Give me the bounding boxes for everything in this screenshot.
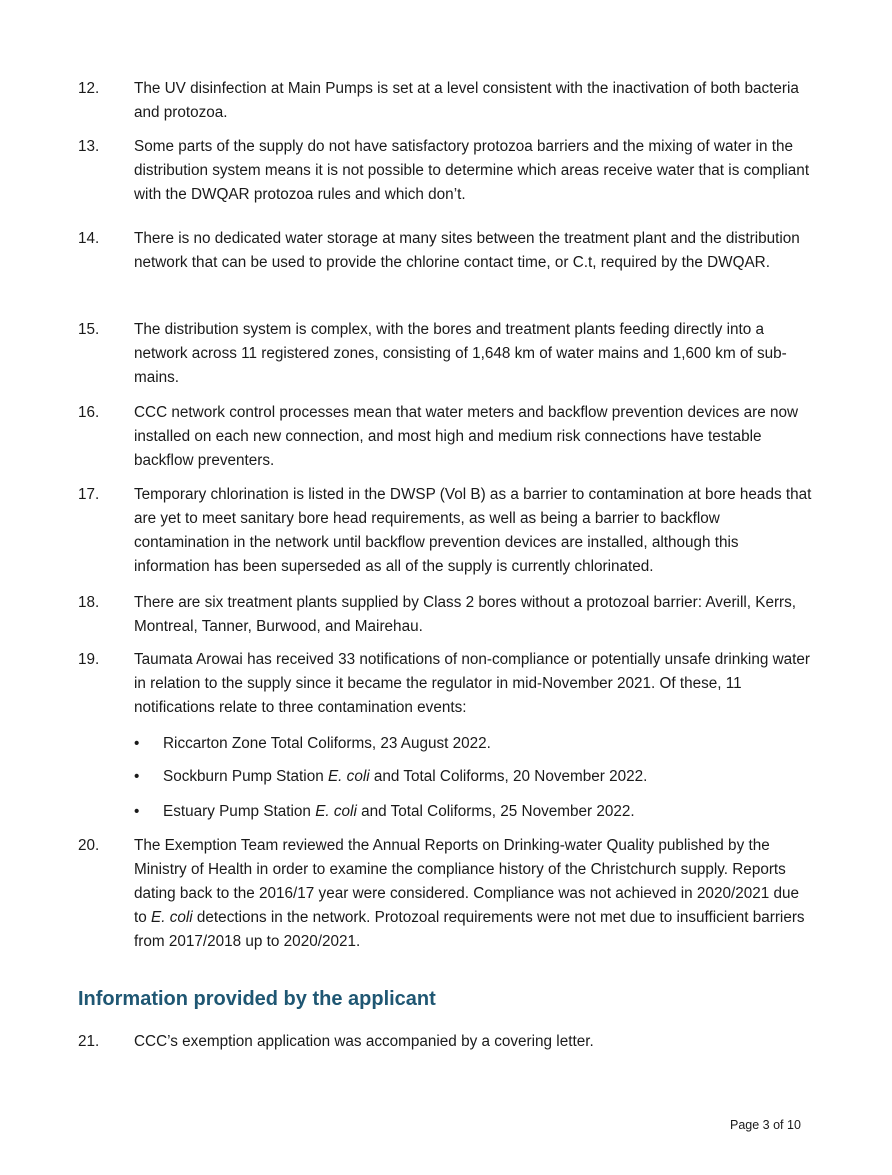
paragraph-text: Some parts of the supply do not have satisfactory protozoa barriers and the mixing of water in the distribution system means it is not possible to determine which areas receive water that is compliant with the DWQAR protozoa rules and which don’t. bbox=[134, 138, 810, 203]
paragraph-number: 12. bbox=[78, 80, 100, 97]
list-item bbox=[134, 800, 814, 824]
section-heading: Information provided by the applicant bbox=[78, 988, 436, 1010]
paragraph-number: 21. bbox=[78, 1033, 100, 1050]
list-item bbox=[134, 732, 814, 756]
paragraph-20 bbox=[78, 834, 813, 954]
list-item-text: Estuary Pump Station E. coli and Total Coliforms, 25 November 2022. bbox=[163, 803, 635, 820]
paragraph-text: Temporary chlorination is listed in the DWSP (Vol B) as a barrier to contamination at bore heads that are yet to meet sanitary bore head requirements, as well as being a barrier to backflow contamination in the network until backflow prevention devices are installed, although this information has been superseded as all of the supply is currently chlorinated. bbox=[134, 486, 812, 575]
bullet-icon: • bbox=[134, 768, 140, 785]
paragraph-number: 19. bbox=[78, 651, 100, 668]
paragraph-number: 18. bbox=[78, 594, 100, 611]
paragraph-15 bbox=[78, 318, 813, 390]
paragraph-number: 14. bbox=[78, 230, 100, 247]
paragraph-text: There are six treatment plants supplied by Class 2 bores without a protozoal barrier: Averill, Kerrs, Montreal, Tanner, Burwood, and Mairehau. bbox=[134, 594, 797, 635]
paragraph-12 bbox=[78, 77, 813, 125]
paragraph-number: 17. bbox=[78, 486, 100, 503]
list-item-text: Sockburn Pump Station E. coli and Total Coliforms, 20 November 2022. bbox=[163, 768, 648, 785]
paragraph-number: 13. bbox=[78, 138, 100, 155]
paragraph-text: Taumata Arowai has received 33 notifications of non-compliance or potentially unsafe drinking water in relation to the supply since it became the regulator in mid-November 2021. Of these, 11 notifications relate to three contamination events: bbox=[134, 651, 810, 716]
paragraph-number: 20. bbox=[78, 837, 100, 854]
paragraph-text: The Exemption Team reviewed the Annual Reports on Drinking-water Quality published by the Ministry of Health in order to examine the compliance history of the Christchurch supply. Reports dating back to the 2016/17 year were considered. Compliance was not achieved in 2020/2021 due to E. coli detections in the network. Protozoal requirements were not met due to insufficient barriers from 2017/2018 up to 2020/2021. bbox=[134, 837, 805, 950]
paragraph-13 bbox=[78, 135, 813, 207]
bullet-icon: • bbox=[134, 735, 140, 752]
paragraph-text: There is no dedicated water storage at many sites between the treatment plant and the distribution network that can be used to provide the chlorine contact time, or C.t, required by the DWQAR. bbox=[134, 230, 800, 271]
paragraph-number: 15. bbox=[78, 321, 100, 338]
list-item-text: Riccarton Zone Total Coliforms, 23 August 2022. bbox=[163, 735, 491, 752]
paragraph-text: The distribution system is complex, with the bores and treatment plants feeding directly into a network across 11 registered zones, consisting of 1,648 km of water mains and 1,600 km of sub-mains. bbox=[134, 321, 787, 386]
paragraph-19 bbox=[78, 648, 813, 720]
paragraph-21 bbox=[78, 1030, 813, 1054]
paragraph-17 bbox=[78, 483, 813, 579]
paragraph-14 bbox=[78, 227, 813, 275]
paragraph-18 bbox=[78, 591, 813, 639]
paragraph-text: CCC network control processes mean that water meters and backflow prevention devices are now installed on each new connection, and most high and medium risk connections have testable backflow preventers. bbox=[134, 404, 799, 469]
page-number: Page 3 of 10 bbox=[730, 1118, 801, 1132]
paragraph-text: The UV disinfection at Main Pumps is set at a level consistent with the inactivation of both bacteria and protozoa. bbox=[134, 80, 799, 121]
paragraph-number: 16. bbox=[78, 404, 100, 421]
paragraph-16 bbox=[78, 401, 813, 473]
paragraph-text: CCC’s exemption application was accompanied by a covering letter. bbox=[134, 1033, 594, 1050]
list-item bbox=[134, 765, 814, 789]
bullet-icon: • bbox=[134, 803, 140, 820]
